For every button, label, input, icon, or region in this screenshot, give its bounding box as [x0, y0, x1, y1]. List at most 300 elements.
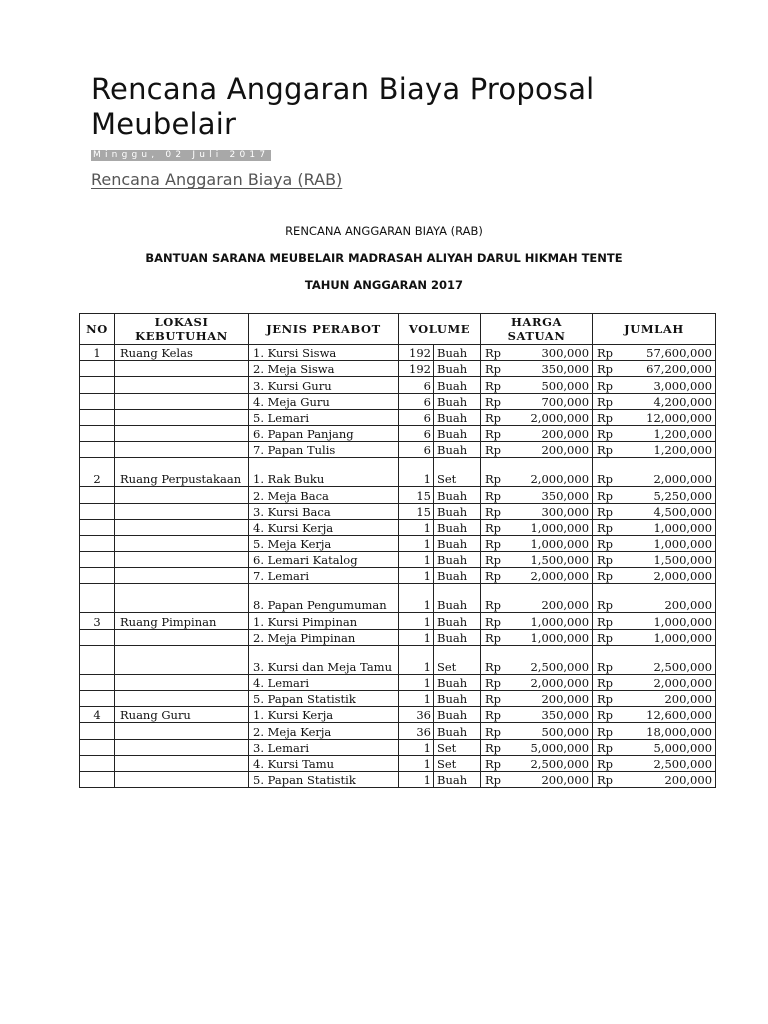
- header-volume: VOLUME: [399, 314, 481, 345]
- cell-harga: [481, 393, 593, 409]
- harga-amount: 1,000,000: [530, 630, 590, 645]
- table-row: [80, 613, 716, 629]
- harga-amount: 2,000,000: [530, 676, 590, 690]
- jumlah-amount: 2,000,000: [653, 676, 713, 690]
- cell-no: [80, 535, 115, 551]
- table-row: [80, 535, 716, 551]
- cell-harga: [481, 552, 593, 568]
- cell-harga: [481, 584, 593, 613]
- jumlah-amount: 5,000,000: [653, 740, 713, 755]
- cell-jumlah: [593, 739, 716, 755]
- jumlah-currency: Rp: [597, 537, 614, 552]
- header-harga-line1: HARGA: [510, 315, 563, 329]
- harga-currency: Rp: [485, 553, 502, 568]
- cell-unit: Buah: [434, 519, 481, 535]
- cell-harga: [481, 345, 593, 361]
- table-body: [80, 345, 716, 788]
- jumlah-amount: 57,600,000: [646, 346, 713, 361]
- jumlah-currency: Rp: [597, 378, 614, 393]
- harga-currency: Rp: [485, 724, 502, 739]
- cell-no: [80, 568, 115, 584]
- cell-volume: 6: [399, 377, 434, 393]
- cell-unit: Buah: [434, 771, 481, 787]
- cell-no: 3: [80, 613, 115, 629]
- jumlah-currency: Rp: [597, 410, 614, 425]
- harga-amount: 500,000: [541, 378, 590, 393]
- table-row: [80, 425, 716, 441]
- harga-currency: Rp: [485, 676, 502, 690]
- cell-volume: 1: [399, 552, 434, 568]
- harga-currency: Rp: [485, 708, 502, 723]
- cell-harga: [481, 645, 593, 674]
- jumlah-currency: Rp: [597, 692, 614, 707]
- cell-lokasi: [115, 723, 249, 739]
- cell-no: [80, 519, 115, 535]
- table-row: [80, 503, 716, 519]
- table-row: [80, 552, 716, 568]
- jumlah-amount: 1,000,000: [653, 537, 713, 552]
- jumlah-currency: Rp: [597, 724, 614, 739]
- table-row: [80, 458, 716, 487]
- jumlah-currency: Rp: [597, 520, 614, 535]
- cell-lokasi: [115, 629, 249, 645]
- jumlah-currency: Rp: [597, 472, 614, 487]
- harga-currency: Rp: [485, 756, 502, 771]
- cell-no: [80, 584, 115, 613]
- header-no: NO: [80, 314, 115, 345]
- cell-jenis: 2. Meja Baca: [249, 487, 399, 503]
- cell-no: [80, 425, 115, 441]
- cell-lokasi: [115, 771, 249, 787]
- cell-unit: Set: [434, 645, 481, 674]
- harga-amount: 2,500,000: [530, 756, 590, 771]
- cell-jumlah: [593, 584, 716, 613]
- table-header-row: [80, 314, 716, 345]
- jumlah-amount: 2,000,000: [653, 472, 713, 487]
- cell-volume: 1: [399, 755, 434, 771]
- cell-jenis: 5. Papan Statistik: [249, 691, 399, 707]
- doc-heading-1: RENCANA ANGGARAN BIAYA (RAB): [285, 224, 483, 238]
- harga-currency: Rp: [485, 504, 502, 519]
- cell-jumlah: [593, 691, 716, 707]
- jumlah-currency: Rp: [597, 394, 614, 409]
- cell-lokasi: [115, 645, 249, 674]
- harga-currency: Rp: [485, 362, 502, 377]
- cell-jenis: 5. Papan Statistik: [249, 771, 399, 787]
- harga-amount: 1,000,000: [530, 537, 590, 552]
- cell-volume: 1: [399, 629, 434, 645]
- cell-lokasi: [115, 487, 249, 503]
- cell-unit: Buah: [434, 691, 481, 707]
- cell-jenis: 4. Kursi Tamu: [249, 755, 399, 771]
- cell-jumlah: [593, 645, 716, 674]
- jumlah-currency: Rp: [597, 362, 614, 377]
- harga-currency: Rp: [485, 472, 502, 487]
- cell-jumlah: [593, 425, 716, 441]
- jumlah-currency: Rp: [597, 630, 614, 645]
- cell-jumlah: [593, 535, 716, 551]
- cell-harga: [481, 629, 593, 645]
- page-title: Rencana Anggaran Biaya Proposal Meubelair: [91, 72, 595, 141]
- jumlah-currency: Rp: [597, 676, 614, 690]
- cell-lokasi: [115, 393, 249, 409]
- table-row: [80, 723, 716, 739]
- jumlah-amount: 1,000,000: [653, 614, 713, 629]
- cell-jenis: 6. Lemari Katalog: [249, 552, 399, 568]
- cell-no: [80, 552, 115, 568]
- cell-jenis: 4. Meja Guru: [249, 393, 399, 409]
- cell-no: [80, 442, 115, 458]
- harga-amount: 1,000,000: [530, 520, 590, 535]
- cell-unit: Buah: [434, 568, 481, 584]
- harga-currency: Rp: [485, 692, 502, 707]
- table-row: [80, 584, 716, 613]
- cell-jenis: 7. Lemari: [249, 568, 399, 584]
- cell-jumlah: [593, 409, 716, 425]
- cell-unit: Buah: [434, 535, 481, 551]
- jumlah-currency: Rp: [597, 659, 614, 674]
- cell-volume: 15: [399, 487, 434, 503]
- jumlah-amount: 2,500,000: [653, 659, 713, 674]
- harga-currency: Rp: [485, 614, 502, 629]
- harga-amount: 700,000: [541, 394, 590, 409]
- cell-lokasi: [115, 568, 249, 584]
- harga-amount: 200,000: [541, 692, 590, 707]
- cell-unit: Buah: [434, 723, 481, 739]
- cell-jumlah: [593, 361, 716, 377]
- cell-lokasi: [115, 409, 249, 425]
- table-row: [80, 345, 716, 361]
- jumlah-amount: 200,000: [664, 598, 713, 613]
- cell-jenis: 2. Meja Siswa: [249, 361, 399, 377]
- cell-jenis: 3. Kursi Baca: [249, 503, 399, 519]
- cell-lokasi: [115, 755, 249, 771]
- cell-harga: [481, 503, 593, 519]
- cell-jenis: 5. Meja Kerja: [249, 535, 399, 551]
- table-row: [80, 707, 716, 723]
- cell-jumlah: [593, 377, 716, 393]
- harga-amount: 2,000,000: [530, 472, 590, 487]
- cell-jenis: 8. Papan Pengumuman: [249, 584, 399, 613]
- cell-unit: Buah: [434, 552, 481, 568]
- cell-lokasi: [115, 425, 249, 441]
- cell-jumlah: [593, 393, 716, 409]
- doc-heading-2: BANTUAN SARANA MEUBELAIR MADRASAH ALIYAH DARUL HIKMAH TENTE: [145, 251, 623, 265]
- cell-volume: 1: [399, 739, 434, 755]
- cell-no: 1: [80, 345, 115, 361]
- jumlah-currency: Rp: [597, 427, 614, 442]
- cell-unit: Buah: [434, 442, 481, 458]
- table-row: [80, 691, 716, 707]
- cell-jumlah: [593, 442, 716, 458]
- cell-lokasi: [115, 584, 249, 613]
- cell-unit: Buah: [434, 425, 481, 441]
- cell-harga: [481, 723, 593, 739]
- cell-unit: Buah: [434, 345, 481, 361]
- cell-harga: [481, 377, 593, 393]
- table-row: [80, 645, 716, 674]
- cell-lokasi: [115, 361, 249, 377]
- harga-currency: Rp: [485, 740, 502, 755]
- jumlah-amount: 1,200,000: [653, 443, 713, 458]
- cell-jumlah: [593, 674, 716, 690]
- harga-currency: Rp: [485, 537, 502, 552]
- cell-volume: 1: [399, 771, 434, 787]
- table-row: [80, 755, 716, 771]
- jumlah-amount: 18,000,000: [646, 724, 713, 739]
- cell-lokasi: [115, 691, 249, 707]
- cell-harga: [481, 771, 593, 787]
- cell-jumlah: [593, 458, 716, 487]
- cell-harga: [481, 361, 593, 377]
- cell-no: 2: [80, 458, 115, 487]
- cell-no: [80, 674, 115, 690]
- jumlah-amount: 4,500,000: [653, 504, 713, 519]
- cell-volume: 1: [399, 613, 434, 629]
- cell-volume: 36: [399, 707, 434, 723]
- jumlah-currency: Rp: [597, 504, 614, 519]
- table-row: [80, 629, 716, 645]
- cell-harga: [481, 409, 593, 425]
- harga-currency: Rp: [485, 488, 502, 503]
- harga-currency: Rp: [485, 598, 502, 613]
- cell-harga: [481, 707, 593, 723]
- jumlah-currency: Rp: [597, 708, 614, 723]
- cell-volume: 1: [399, 584, 434, 613]
- jumlah-amount: 1,500,000: [653, 553, 713, 568]
- header-harga-line2: SATUAN: [507, 329, 566, 343]
- jumlah-currency: Rp: [597, 756, 614, 771]
- cell-no: [80, 739, 115, 755]
- cell-volume: 36: [399, 723, 434, 739]
- cell-volume: 15: [399, 503, 434, 519]
- cell-jumlah: [593, 707, 716, 723]
- harga-amount: 200,000: [541, 427, 590, 442]
- jumlah-amount: 1,000,000: [653, 520, 713, 535]
- table-row: [80, 361, 716, 377]
- harga-currency: Rp: [485, 630, 502, 645]
- cell-lokasi: [115, 739, 249, 755]
- cell-no: [80, 361, 115, 377]
- cell-harga: [481, 458, 593, 487]
- cell-jenis: 3. Kursi Guru: [249, 377, 399, 393]
- cell-unit: Buah: [434, 503, 481, 519]
- table-row: [80, 442, 716, 458]
- table-row: [80, 377, 716, 393]
- cell-jumlah: [593, 568, 716, 584]
- jumlah-amount: 200,000: [664, 773, 713, 788]
- cell-harga: [481, 691, 593, 707]
- cell-no: [80, 393, 115, 409]
- harga-amount: 2,500,000: [530, 659, 590, 674]
- harga-amount: 200,000: [541, 598, 590, 613]
- rab-link[interactable]: Rencana Anggaran Biaya (RAB): [91, 170, 343, 189]
- cell-unit: Buah: [434, 613, 481, 629]
- harga-amount: 2,000,000: [530, 410, 590, 425]
- cell-lokasi: [115, 674, 249, 690]
- jumlah-amount: 3,000,000: [653, 378, 713, 393]
- jumlah-currency: Rp: [597, 553, 614, 568]
- jumlah-amount: 200,000: [664, 692, 713, 707]
- jumlah-amount: 67,200,000: [646, 362, 713, 377]
- cell-no: [80, 755, 115, 771]
- harga-currency: Rp: [485, 443, 502, 458]
- cell-jenis: 5. Lemari: [249, 409, 399, 425]
- cell-jenis: 1. Kursi Pimpinan: [249, 613, 399, 629]
- harga-amount: 300,000: [541, 346, 590, 361]
- cell-jumlah: [593, 345, 716, 361]
- jumlah-amount: 1,000,000: [653, 630, 713, 645]
- cell-unit: Buah: [434, 629, 481, 645]
- jumlah-amount: 2,500,000: [653, 756, 713, 771]
- harga-currency: Rp: [485, 378, 502, 393]
- cell-unit: Buah: [434, 393, 481, 409]
- cell-volume: 1: [399, 535, 434, 551]
- jumlah-currency: Rp: [597, 598, 614, 613]
- jumlah-amount: 1,200,000: [653, 427, 713, 442]
- cell-volume: 6: [399, 425, 434, 441]
- cell-jenis: 2. Meja Pimpinan: [249, 629, 399, 645]
- jumlah-currency: Rp: [597, 346, 614, 361]
- cell-unit: Buah: [434, 377, 481, 393]
- cell-no: [80, 691, 115, 707]
- cell-jenis: 3. Lemari: [249, 739, 399, 755]
- cell-jumlah: [593, 629, 716, 645]
- cell-harga: [481, 487, 593, 503]
- cell-volume: 1: [399, 568, 434, 584]
- cell-lokasi: [115, 552, 249, 568]
- cell-jenis: 1. Kursi Siswa: [249, 345, 399, 361]
- cell-jenis: 1. Rak Buku: [249, 458, 399, 487]
- cell-volume: 6: [399, 393, 434, 409]
- cell-jumlah: [593, 519, 716, 535]
- header-lokasi-line1: LOKASI: [154, 315, 209, 329]
- cell-harga: [481, 674, 593, 690]
- cell-harga: [481, 739, 593, 755]
- jumlah-currency: Rp: [597, 488, 614, 503]
- cell-volume: 1: [399, 674, 434, 690]
- jumlah-currency: Rp: [597, 773, 614, 788]
- header-harga: [481, 314, 593, 345]
- cell-lokasi: [115, 519, 249, 535]
- cell-unit: Buah: [434, 707, 481, 723]
- harga-currency: Rp: [485, 346, 502, 361]
- cell-volume: 1: [399, 458, 434, 487]
- jumlah-amount: 12,600,000: [646, 708, 713, 723]
- cell-harga: [481, 442, 593, 458]
- cell-unit: Buah: [434, 674, 481, 690]
- cell-volume: 1: [399, 691, 434, 707]
- cell-harga: [481, 425, 593, 441]
- jumlah-currency: Rp: [597, 443, 614, 458]
- cell-no: [80, 723, 115, 739]
- cell-jumlah: [593, 771, 716, 787]
- cell-no: [80, 487, 115, 503]
- cell-harga: [481, 568, 593, 584]
- harga-amount: 350,000: [541, 362, 590, 377]
- cell-lokasi: [115, 442, 249, 458]
- cell-lokasi: Ruang Pimpinan: [115, 613, 249, 629]
- harga-currency: Rp: [485, 394, 502, 409]
- cell-volume: 1: [399, 645, 434, 674]
- table-row: [80, 674, 716, 690]
- cell-harga: [481, 755, 593, 771]
- header-jenis: JENIS PERABOT: [249, 314, 399, 345]
- cell-harga: [481, 535, 593, 551]
- table-row: [80, 568, 716, 584]
- cell-no: [80, 409, 115, 425]
- harga-amount: 1,500,000: [530, 553, 590, 568]
- cell-no: [80, 377, 115, 393]
- harga-currency: Rp: [485, 773, 502, 788]
- cell-unit: Buah: [434, 361, 481, 377]
- cell-harga: [481, 613, 593, 629]
- cell-jenis: 3. Kursi dan Meja Tamu: [249, 645, 399, 674]
- cell-lokasi: Ruang Perpustakaan: [115, 458, 249, 487]
- cell-jenis: 7. Papan Tulis: [249, 442, 399, 458]
- jumlah-amount: 12,000,000: [646, 410, 713, 425]
- cell-lokasi: Ruang Kelas: [115, 345, 249, 361]
- cell-unit: Buah: [434, 584, 481, 613]
- harga-amount: 2,000,000: [530, 569, 590, 584]
- cell-harga: [481, 519, 593, 535]
- harga-currency: Rp: [485, 520, 502, 535]
- post-date: Minggu, 02 Juli 2017: [93, 150, 270, 160]
- cell-jenis: 4. Lemari: [249, 674, 399, 690]
- cell-unit: Set: [434, 755, 481, 771]
- cell-volume: 6: [399, 442, 434, 458]
- harga-amount: 500,000: [541, 724, 590, 739]
- harga-currency: Rp: [485, 569, 502, 584]
- cell-unit: Buah: [434, 409, 481, 425]
- cell-volume: 6: [399, 409, 434, 425]
- cell-no: [80, 645, 115, 674]
- harga-amount: 350,000: [541, 488, 590, 503]
- table-row: [80, 519, 716, 535]
- cell-jenis: 2. Meja Kerja: [249, 723, 399, 739]
- jumlah-currency: Rp: [597, 569, 614, 584]
- cell-jenis: 6. Papan Panjang: [249, 425, 399, 441]
- cell-lokasi: Ruang Guru: [115, 707, 249, 723]
- harga-amount: 200,000: [541, 773, 590, 788]
- cell-unit: Buah: [434, 487, 481, 503]
- jumlah-currency: Rp: [597, 740, 614, 755]
- cell-no: [80, 629, 115, 645]
- table-row: [80, 739, 716, 755]
- jumlah-amount: 4,200,000: [653, 394, 713, 409]
- cell-unit: Set: [434, 739, 481, 755]
- jumlah-amount: 5,250,000: [653, 488, 713, 503]
- cell-jumlah: [593, 503, 716, 519]
- harga-currency: Rp: [485, 427, 502, 442]
- harga-amount: 1,000,000: [530, 614, 590, 629]
- cell-jumlah: [593, 487, 716, 503]
- harga-amount: 300,000: [541, 504, 590, 519]
- table-row: [80, 409, 716, 425]
- cell-lokasi: [115, 535, 249, 551]
- harga-currency: Rp: [485, 410, 502, 425]
- header-lokasi-line2: KEBUTUHAN: [135, 329, 228, 343]
- cell-volume: 192: [399, 361, 434, 377]
- cell-lokasi: [115, 503, 249, 519]
- table-row: [80, 393, 716, 409]
- cell-lokasi: [115, 377, 249, 393]
- cell-volume: 192: [399, 345, 434, 361]
- header-jumlah: JUMLAH: [593, 314, 716, 345]
- jumlah-currency: Rp: [597, 614, 614, 629]
- cell-jenis: 4. Kursi Kerja: [249, 519, 399, 535]
- cell-no: 4: [80, 707, 115, 723]
